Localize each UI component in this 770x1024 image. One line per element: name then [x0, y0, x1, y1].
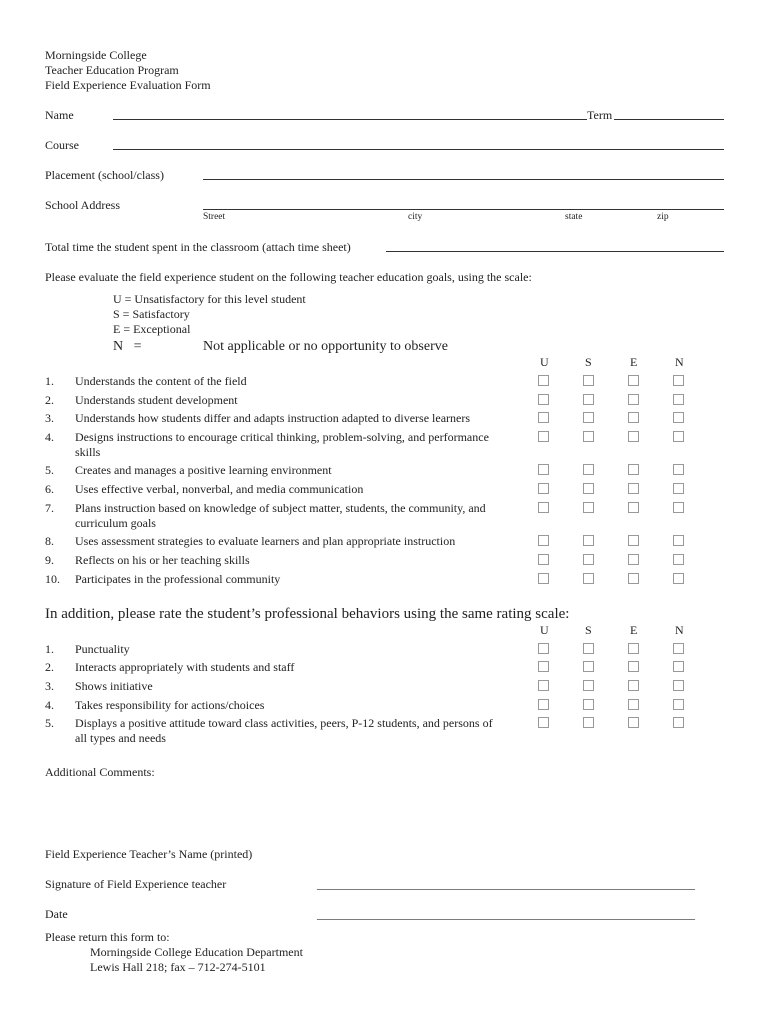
goal-row-checkbox-s[interactable]: [583, 535, 594, 546]
behavior-row-text-continued: all types and needs: [75, 731, 166, 745]
goal-row-checkbox-u[interactable]: [538, 554, 549, 565]
return-dept: Morningside College Education Department: [90, 945, 303, 959]
behavior-row-text: Shows initiative: [75, 679, 153, 693]
goal-row-text-continued: skills: [75, 445, 101, 459]
goal-row-number: 3.: [45, 411, 54, 425]
goal-row-number: 5.: [45, 463, 54, 477]
col-header-e: E: [630, 355, 638, 369]
goal-row-checkbox-u[interactable]: [538, 431, 549, 442]
comments-label: Additional Comments:: [45, 765, 155, 779]
behavior-row-checkbox-s[interactable]: [583, 680, 594, 691]
goal-row-checkbox-e[interactable]: [628, 464, 639, 475]
goal-row-checkbox-s[interactable]: [583, 464, 594, 475]
behavior-row-checkbox-n[interactable]: [673, 699, 684, 710]
goal-row-checkbox-u[interactable]: [538, 394, 549, 405]
name-label: Name: [45, 108, 74, 122]
course-field[interactable]: [113, 149, 724, 150]
behavior-row-checkbox-e[interactable]: [628, 643, 639, 654]
scale-n-letter: N =: [113, 339, 142, 354]
goal-row-checkbox-s[interactable]: [583, 412, 594, 423]
address-street-label: Street: [203, 212, 226, 222]
goal-row-checkbox-u[interactable]: [538, 464, 549, 475]
return-address: Lewis Hall 218; fax – 712-274-5101: [90, 960, 266, 974]
goal-row-checkbox-n[interactable]: [673, 412, 684, 423]
goal-row-checkbox-n[interactable]: [673, 483, 684, 494]
scale-n-text: Not applicable or no opportunity to observe: [203, 339, 448, 354]
scale-e: E = Exceptional: [113, 322, 191, 336]
goal-row-number: 4.: [45, 430, 54, 444]
scale-s: S = Satisfactory: [113, 307, 190, 321]
goal-row-checkbox-s[interactable]: [583, 573, 594, 584]
name-field[interactable]: [113, 119, 587, 120]
behavior-row-checkbox-e[interactable]: [628, 717, 639, 728]
goal-row-number: 9.: [45, 553, 54, 567]
behavior-row-number: 2.: [45, 660, 54, 674]
address-city-label: city: [408, 212, 423, 222]
col-header-u: U: [540, 355, 549, 369]
goal-row-checkbox-e[interactable]: [628, 554, 639, 565]
goal-row-checkbox-n[interactable]: [673, 535, 684, 546]
form-title: Field Experience Evaluation Form: [45, 78, 211, 92]
goal-row-checkbox-n[interactable]: [673, 431, 684, 442]
behavior-row-checkbox-s[interactable]: [583, 661, 594, 672]
behavior-row-checkbox-n[interactable]: [673, 680, 684, 691]
goal-row-checkbox-e[interactable]: [628, 431, 639, 442]
goal-row-checkbox-u[interactable]: [538, 573, 549, 584]
behavior-row-number: 5.: [45, 716, 54, 730]
behavior-row-checkbox-u[interactable]: [538, 643, 549, 654]
goal-row-checkbox-n[interactable]: [673, 554, 684, 565]
behavior-row-checkbox-n[interactable]: [673, 717, 684, 728]
goal-row-text: Designs instructions to encourage critical thinking, problem-solving, and performance: [75, 430, 489, 444]
return-label: Please return this form to:: [45, 930, 170, 944]
goal-row-number: 2.: [45, 393, 54, 407]
col-header-s: S: [585, 355, 592, 369]
goal-row-checkbox-e[interactable]: [628, 375, 639, 386]
behavior-row-checkbox-e[interactable]: [628, 699, 639, 710]
behavior-row-text: Interacts appropriately with students and staff: [75, 660, 295, 674]
goal-row-checkbox-u[interactable]: [538, 483, 549, 494]
col-header-e-2: E: [630, 623, 638, 637]
behavior-row-checkbox-u[interactable]: [538, 680, 549, 691]
goal-row-number: 10.: [45, 572, 60, 586]
behavior-row-checkbox-u[interactable]: [538, 661, 549, 672]
behavior-row-text: Punctuality: [75, 642, 130, 656]
goal-row-checkbox-s[interactable]: [583, 554, 594, 565]
goal-row-checkbox-s[interactable]: [583, 431, 594, 442]
behavior-row-number: 4.: [45, 698, 54, 712]
behavior-row-number: 1.: [45, 642, 54, 656]
goal-row-checkbox-u[interactable]: [538, 502, 549, 513]
behavior-row-checkbox-u[interactable]: [538, 699, 549, 710]
goal-row-checkbox-s[interactable]: [583, 483, 594, 494]
placement-label: Placement (school/class): [45, 168, 164, 182]
goal-row-checkbox-e[interactable]: [628, 483, 639, 494]
placement-field[interactable]: [203, 179, 724, 180]
goal-row-number: 7.: [45, 501, 54, 515]
goal-row-text: Understands student development: [75, 393, 238, 407]
goal-row-checkbox-e[interactable]: [628, 394, 639, 405]
date-label: Date: [45, 907, 68, 921]
goal-row-checkbox-e[interactable]: [628, 502, 639, 513]
goal-row-checkbox-s[interactable]: [583, 502, 594, 513]
signature-label: Signature of Field Experience teacher: [45, 877, 227, 891]
goal-row-checkbox-u[interactable]: [538, 412, 549, 423]
behavior-row-checkbox-s[interactable]: [583, 643, 594, 654]
goal-row-text: Creates and manages a positive learning environment: [75, 463, 332, 477]
address-zip-label: zip: [657, 212, 669, 222]
scale-u: U = Unsatisfactory for this level student: [113, 292, 306, 306]
term-field[interactable]: [614, 119, 724, 120]
goal-row-checkbox-n[interactable]: [673, 464, 684, 475]
total-time-label: Total time the student spent in the classroom (attach time sheet): [45, 240, 351, 254]
program-name: Teacher Education Program: [45, 63, 179, 77]
goal-row-checkbox-s[interactable]: [583, 394, 594, 405]
behavior-row-number: 3.: [45, 679, 54, 693]
school-address-label: School Address: [45, 198, 120, 212]
goal-row-checkbox-e[interactable]: [628, 573, 639, 584]
goal-row-checkbox-n[interactable]: [673, 573, 684, 584]
scale-intro: Please evaluate the field experience student on the following teacher education goals, using the scale:: [45, 270, 532, 284]
goal-row-number: 1.: [45, 374, 54, 388]
behavior-row-checkbox-s[interactable]: [583, 699, 594, 710]
goal-row-checkbox-u[interactable]: [538, 535, 549, 546]
goal-row-text: Participates in the professional community: [75, 572, 281, 586]
col-header-u-2: U: [540, 623, 549, 637]
behavior-row-checkbox-n[interactable]: [673, 661, 684, 672]
goal-row-text: Plans instruction based on knowledge of subject matter, students, the community, and: [75, 501, 486, 515]
date-field[interactable]: _______________________________________________________________: [317, 907, 695, 921]
goal-row-text: Understands the content of the field: [75, 374, 247, 388]
goal-row-checkbox-n[interactable]: [673, 394, 684, 405]
goal-row-text: Reflects on his or her teaching skills: [75, 553, 250, 567]
total-time-field[interactable]: [386, 251, 724, 252]
school-address-field[interactable]: [203, 209, 724, 210]
course-label: Course: [45, 138, 79, 152]
behavior-row-checkbox-e[interactable]: [628, 661, 639, 672]
col-header-s-2: S: [585, 623, 592, 637]
goal-row-checkbox-n[interactable]: [673, 375, 684, 386]
goal-row-number: 6.: [45, 482, 54, 496]
goal-row-checkbox-e[interactable]: [628, 412, 639, 423]
goal-row-text: Uses assessment strategies to evaluate learners and plan appropriate instruction: [75, 534, 456, 548]
behavior-row-checkbox-e[interactable]: [628, 680, 639, 691]
col-header-n-2: N: [675, 623, 684, 637]
col-header-n: N: [675, 355, 684, 369]
goal-row-checkbox-n[interactable]: [673, 502, 684, 513]
behaviors-heading: In addition, please rate the student’s professional behaviors using the same rating scale:: [45, 606, 570, 622]
behavior-row-checkbox-s[interactable]: [583, 717, 594, 728]
behavior-row-text: Takes responsibility for actions/choices: [75, 698, 265, 712]
behavior-row-checkbox-n[interactable]: [673, 643, 684, 654]
goal-row-number: 8.: [45, 534, 54, 548]
goal-row-checkbox-s[interactable]: [583, 375, 594, 386]
behavior-row-text: Displays a positive attitude toward class activities, peers, P-12 students, and persons of: [75, 716, 493, 730]
goal-row-text: Uses effective verbal, nonverbal, and media communication: [75, 482, 364, 496]
goal-row-text-continued: curriculum goals: [75, 516, 156, 530]
teacher-name-label: Field Experience Teacher’s Name (printed): [45, 847, 253, 861]
address-state-label: state: [565, 212, 583, 222]
college-name: Morningside College: [45, 48, 147, 62]
goal-row-text: Understands how students differ and adapts instruction adapted to diverse learners: [75, 411, 471, 425]
term-label: Term: [587, 108, 613, 122]
signature-field[interactable]: _______________________________________________________________: [317, 877, 695, 891]
behavior-row-checkbox-u[interactable]: [538, 717, 549, 728]
goal-row-checkbox-u[interactable]: [538, 375, 549, 386]
goal-row-checkbox-e[interactable]: [628, 535, 639, 546]
